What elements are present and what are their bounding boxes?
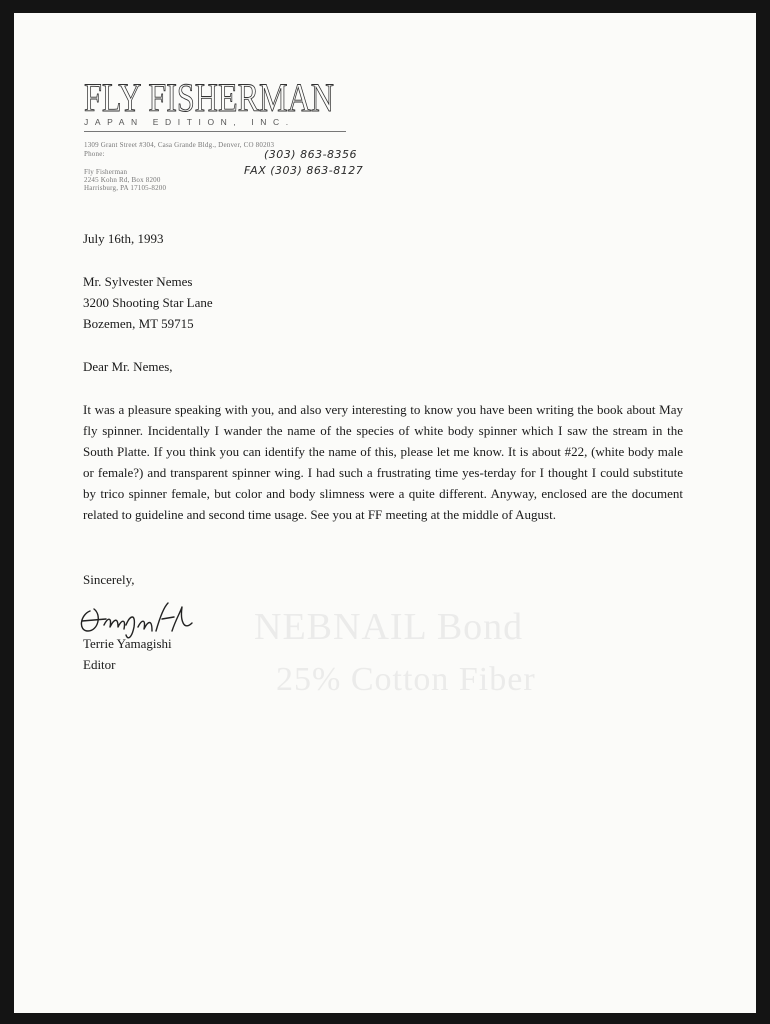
letter-date: July 16th, 1993 (83, 231, 164, 246)
letterhead-rule (84, 131, 346, 132)
recipient-street: 3200 Shooting Star Lane (83, 295, 213, 310)
handwritten-phone: (303) 863-8356 (264, 148, 358, 161)
fly-fisherman-logo (84, 75, 336, 119)
letterhead-subtitle: JAPAN EDITION, INC. (84, 117, 295, 127)
recipient-name: Mr. Sylvester Nemes (83, 274, 193, 289)
letterhead-phone-label: Phone: (84, 150, 105, 158)
closing: Sincerely, (83, 572, 135, 587)
handwritten-fax: FAX (303) 863-8127 (244, 164, 364, 177)
letterhead-address: 1309 Grant Street #304, Casa Grande Bldg., Denver, CO 80203 (84, 141, 275, 149)
signer-name: Terrie Yamagishi (83, 636, 172, 651)
watermark-line-2: 25% Cotton Fiber (276, 661, 536, 698)
signer-title: Editor (83, 657, 116, 672)
watermark-line-1: NEBNAIL Bond (254, 606, 524, 648)
svg-text:FLY FISHERMAN: FLY FISHERMAN (84, 75, 334, 119)
us-office-city: Harrisburg, PA 17105-8200 (84, 184, 167, 192)
recipient-city: Bozemen, MT 59715 (83, 316, 194, 331)
letter-body: It was a pleasure speaking with you, and also very interesting to know you have been writing the book about May fly spinner. Incidentally I wander the name of the species of white body spinner which I saw the stream in the South Platte. If you think you can identify the name of this, please let me know. It is about #22, (white body male or female?) and transparent spinner wing. I had such a frustrating time yes-terday for I thought I could substitute by trico spinner female, but color and body slimness were a quite different. Anyway, enclosed are the document related to guideline and second time usage. See you at FF meeting at the middle of August. (83, 402, 683, 522)
us-office-name: Fly Fisherman (84, 168, 128, 176)
letter-page (14, 13, 756, 1013)
salutation: Dear Mr. Nemes, (83, 359, 173, 374)
us-office-address: 2245 Kohn Rd, Box 8200 (84, 176, 161, 184)
